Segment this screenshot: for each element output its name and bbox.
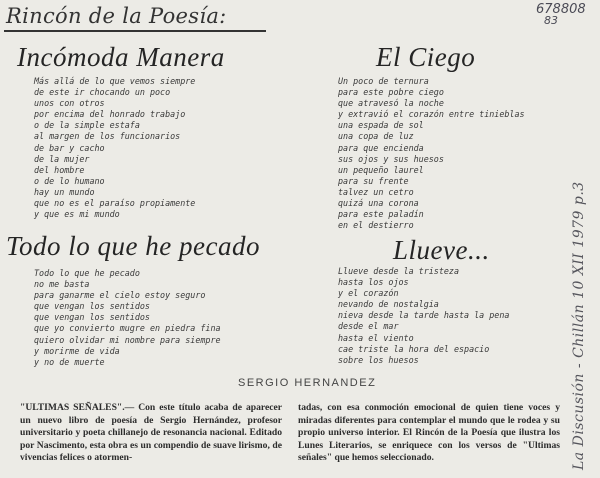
poem-line: quizá una corona (338, 198, 419, 209)
poem-title-el-ciego: El Ciego (376, 42, 476, 72)
poem-line: una copa de luz (338, 131, 414, 142)
poem-line: o de la simple estafa (34, 120, 140, 131)
poem-line: para ganarme el cielo estoy seguro (34, 290, 206, 301)
poem-line: del hombre (34, 164, 85, 175)
poem-line: hay un mundo (34, 186, 95, 197)
poem-line: que atravesó la noche (338, 98, 444, 109)
poem-line: unos con otros (34, 98, 105, 109)
poem-line: Todo lo que he pecado (34, 268, 140, 278)
poem-line: y que es mi mundo (34, 209, 120, 220)
poem-title-todo-lo-que-he-pecado: Todo lo que he pecado (6, 231, 260, 261)
poem-line: en el destierro (338, 220, 414, 231)
poem-body-el-ciego (338, 76, 525, 231)
poem-line: un pequeño laurel (338, 164, 424, 175)
poem-line: de bar y cacho (34, 142, 105, 153)
poem-line: que yo convierto mugre en piedra fina (34, 323, 221, 334)
poem-line: por encima del honrado trabajo (34, 109, 186, 120)
poem-line: que vengan los sentidos (34, 301, 150, 312)
poem-line: no me basta (34, 279, 90, 290)
archive-sub-number: 83 (544, 14, 558, 27)
poem-line: desde el mar (338, 321, 399, 332)
poem-line: que vengan los sentidos (34, 312, 150, 323)
poem-line: cae triste la hora del espacio (338, 343, 490, 354)
poem-line: de este ir chocando un poco (34, 87, 171, 98)
poem-body-llueve (338, 266, 509, 366)
poem-body-incomoda-manera (34, 76, 195, 220)
poem-line: para este paladín (338, 209, 424, 220)
poem-line: hasta los ojos (338, 277, 409, 288)
poem-line: Llueve desde la tristeza (338, 266, 460, 276)
poem-line: Más allá de lo que vemos siempre (34, 76, 196, 86)
poem-line: y extravió el corazón entre tinieblas (338, 109, 525, 120)
poem-line: hasta el viento (338, 332, 414, 343)
archive-number: 678808 (536, 2, 586, 17)
poem-line: y el corazón (338, 288, 399, 299)
poem-line: que no es el paraíso propiamente (34, 198, 196, 209)
poem-line: sus ojos y sus huesos (338, 153, 444, 164)
section-header: Rincón de la Poesía: (6, 4, 227, 28)
poem-title-llueve: Llueve... (393, 235, 490, 265)
poem-line: de la mujer (34, 153, 90, 164)
poem-line: sobre los huesos (338, 354, 419, 365)
poem-line: para este pobre ciego (338, 87, 444, 98)
review-column-1: "ULTIMAS SEÑALES".— Con este título acaba de aparecer un nuevo libro de poesía de Sergio Hernández, profesor universitario y poeta chillanejo de resonancia nacional. Editado por Nascimento, esta obra es un compendio de suave lirismo, de vivencias felices o atormen- (20, 402, 282, 464)
author-name: SERGIO HERNANDEZ (238, 377, 377, 389)
poem-title-incomoda-manera: Incómoda Manera (17, 42, 225, 72)
poem-line: quiero olvidar mi nombre para siempre (34, 334, 221, 345)
poem-line: al margen de los funcionarios (34, 131, 181, 142)
poem-line: una espada de sol (338, 120, 424, 131)
header-rule (4, 30, 266, 32)
review-column-2: tadas, con esa conmoción emocional de quien tiene voces y miradas diferentes para contemplar el mundo que le rodea y su propio universo interior. El Rincón de la Poesía que ilustra los Lunes Literarios, se enriquece con los versos de "Ultimas señales" que hemos seleccionado. (298, 402, 560, 464)
poem-line: y no de muerte (34, 356, 105, 367)
poem-line: para su frente (338, 175, 409, 186)
poem-line: y morirme de vida (34, 345, 120, 356)
handwritten-source-note: La Discusión - Chillán 10 XII 1979 p.3 (571, 181, 587, 470)
poem-line: nevando de nostalgia (338, 299, 439, 310)
poem-line: para que encienda (338, 142, 424, 153)
poem-line: Un poco de ternura (338, 76, 429, 86)
poem-body-todo-lo-que-he-pecado (34, 268, 221, 368)
poem-line: nieva desde la tarde hasta la pena (338, 310, 510, 321)
poem-line: talvez un cetro (338, 186, 414, 197)
archive-stamp (536, 2, 586, 27)
poem-line: o de lo humano (34, 175, 105, 186)
